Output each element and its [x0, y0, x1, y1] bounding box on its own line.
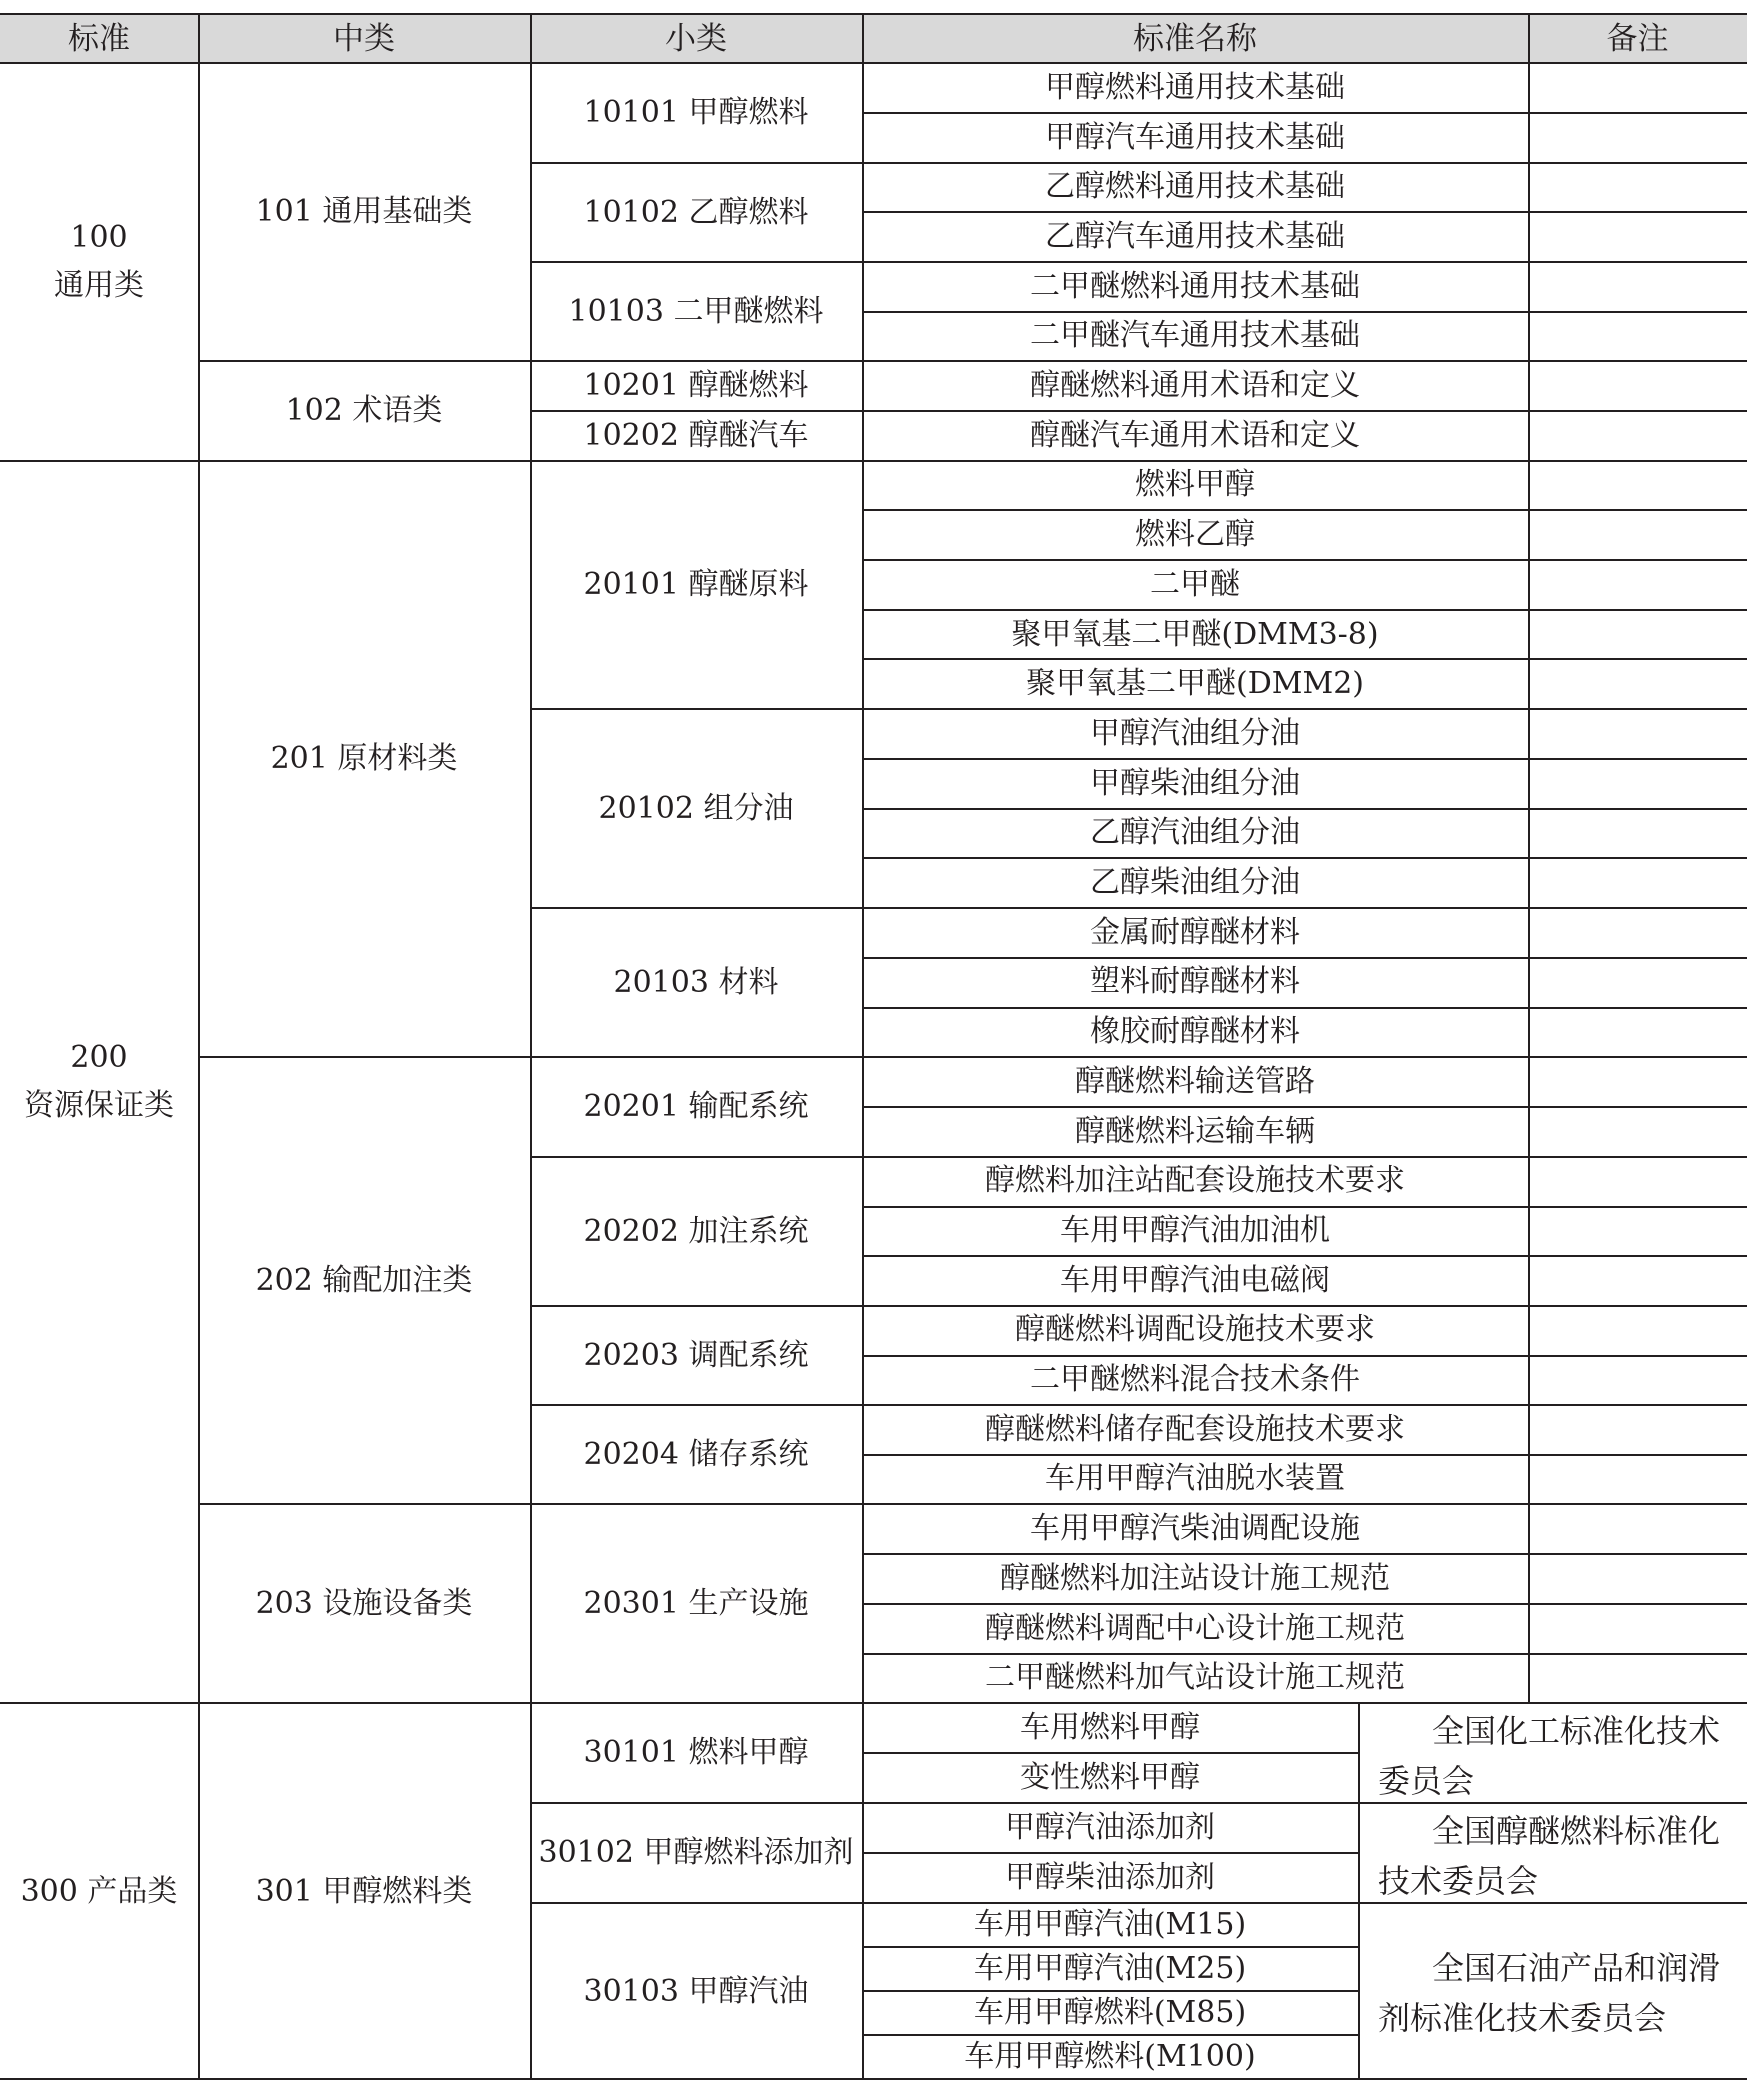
grid-line — [1528, 1106, 1747, 1108]
standard-name-cell: 车用甲醇汽油电磁阀 — [1060, 1262, 1330, 1298]
grid-line — [1528, 509, 1747, 511]
grid-line — [1528, 1553, 1747, 1555]
mid-category-102: 102 术语类 — [285, 393, 443, 428]
grid-line — [1528, 658, 1747, 660]
top-category-100-code: 100 — [70, 220, 128, 255]
standard-name-cell: 聚甲氧基二甲醚(DMM3-8) — [1011, 616, 1379, 652]
standard-name-cell: 醇醚燃料运输车辆 — [1075, 1113, 1315, 1149]
grid-line — [1528, 1007, 1747, 1009]
sub-category-20201: 20201 输配系统 — [583, 1089, 809, 1124]
standard-name-cell: 车用甲醇汽油(M15) — [973, 1907, 1247, 1942]
remark-petroleum-committee-line1: 全国石油产品和润滑 — [1432, 1949, 1721, 1987]
grid-line — [1528, 609, 1747, 611]
standard-name-cell: 醇醚燃料加注站设计施工规范 — [1000, 1560, 1390, 1596]
grid-line — [1528, 957, 1747, 959]
header-mid-category: 中类 — [333, 20, 395, 57]
standard-name-cell: 车用甲醇汽油加油机 — [1060, 1212, 1330, 1248]
mid-category-203: 203 设施设备类 — [255, 1585, 473, 1621]
standard-name-cell: 醇醚燃料调配设施技术要求 — [1015, 1312, 1375, 1348]
grid-line — [1528, 1255, 1747, 1257]
remark-alcohol-ether-committee-line1: 全国醇醚燃料标准化 — [1432, 1812, 1721, 1850]
grid-line — [1528, 211, 1747, 213]
standard-name-cell: 甲醇柴油添加剂 — [1005, 1860, 1215, 1895]
top-category-300: 300 产品类 — [20, 1873, 178, 1909]
sub-category-10201: 10201 醇醚燃料 — [583, 368, 809, 403]
sub-category-20203: 20203 调配系统 — [583, 1337, 809, 1373]
standard-name-cell: 车用甲醇燃料(M85) — [973, 1995, 1247, 2030]
standard-name-cell: 金属耐醇醚材料 — [1090, 914, 1300, 950]
sub-category-10101: 10101 甲醇燃料 — [583, 95, 809, 130]
standard-name-cell: 乙醇柴油组分油 — [1090, 865, 1300, 901]
grid-line — [1528, 1355, 1747, 1357]
remark-petroleum-committee-line2: 剂标准化技术委员会 — [1378, 1999, 1667, 2037]
standard-name-cell: 橡胶耐醇醚材料 — [1090, 1014, 1300, 1050]
sub-category-10103: 10103 二甲醚燃料 — [568, 293, 824, 329]
standard-name-cell: 甲醇柴油组分油 — [1090, 765, 1300, 801]
header-standard-name: 标准名称 — [1133, 20, 1257, 57]
grid-line — [1528, 1454, 1747, 1456]
grid-line — [1528, 758, 1747, 760]
standard-name-cell: 车用甲醇汽油脱水装置 — [1045, 1461, 1345, 1497]
standard-name-cell: 二甲醚 — [1150, 566, 1240, 602]
sub-category-20202: 20202 加注系统 — [583, 1213, 809, 1249]
standard-name-cell: 二甲醚燃料混合技术条件 — [1030, 1362, 1360, 1398]
sub-category-10202: 10202 醇醚汽车 — [583, 418, 809, 453]
top-category-200-code: 200 — [70, 1040, 128, 1075]
standard-name-cell: 二甲醚燃料加气站设计施工规范 — [985, 1660, 1405, 1696]
mid-category-201: 201 原材料类 — [270, 741, 458, 776]
standard-name-cell: 车用甲醇燃料(M100) — [964, 2039, 1256, 2074]
grid-line — [1528, 62, 1530, 1702]
standard-name-cell: 燃料甲醇 — [1135, 467, 1255, 503]
sub-category-20204: 20204 储存系统 — [583, 1436, 809, 1472]
grid-line — [1528, 1653, 1747, 1655]
mid-category-101: 101 通用基础类 — [255, 194, 473, 229]
mid-category-301: 301 甲醇燃料类 — [255, 1873, 473, 1909]
grid-line — [1528, 559, 1747, 561]
mid-category-202: 202 输配加注类 — [255, 1262, 473, 1298]
remark-chemical-committee-line2: 委员会 — [1378, 1762, 1475, 1800]
grid-line — [1528, 1206, 1747, 1208]
grid-line — [1528, 112, 1747, 114]
standard-name-cell: 车用燃料甲醇 — [1020, 1710, 1200, 1745]
standard-name-cell: 变性燃料甲醇 — [1020, 1760, 1200, 1795]
sub-category-10102: 10102 乙醇燃料 — [583, 194, 809, 230]
grid-line — [1528, 857, 1747, 859]
grid-line — [1528, 808, 1747, 810]
standard-name-cell: 醇醚燃料储存配套设施技术要求 — [985, 1411, 1405, 1447]
standard-name-cell: 乙醇燃料通用技术基础 — [1045, 169, 1345, 205]
standard-name-cell: 甲醇燃料通用技术基础 — [1045, 69, 1345, 105]
standard-name-cell: 塑料耐醇醚材料 — [1090, 964, 1300, 1000]
sub-category-20102: 20102 组分油 — [598, 790, 794, 826]
remark-chemical-committee — [1358, 1703, 1747, 1803]
top-category-100-name: 通用类 — [54, 268, 144, 303]
header-sub-category: 小类 — [665, 20, 727, 57]
standard-name-cell: 车用甲醇汽油(M25) — [973, 1951, 1247, 1986]
standard-name-cell: 甲醇汽车通用技术基础 — [1045, 119, 1345, 155]
top-category-100 — [0, 63, 198, 461]
standard-name-cell: 燃料乙醇 — [1135, 517, 1255, 553]
remark-alcohol-ether-committee — [1358, 1803, 1747, 1903]
remark-chemical-committee-line1: 全国化工标准化技术 — [1432, 1712, 1721, 1750]
standard-name-cell: 车用甲醇汽柴油调配设施 — [1030, 1511, 1360, 1547]
sub-category-30102: 30102 甲醇燃料添加剂 — [538, 1835, 854, 1870]
remark-alcohol-ether-committee-line2: 技术委员会 — [1378, 1862, 1539, 1900]
standard-name-cell: 醇醚燃料输送管路 — [1075, 1063, 1315, 1099]
sub-category-30101: 30101 燃料甲醇 — [583, 1735, 809, 1770]
grid-line — [1528, 311, 1747, 313]
sub-category-20301: 20301 生产设施 — [583, 1585, 809, 1621]
standard-name-cell: 乙醇汽油组分油 — [1090, 815, 1300, 851]
grid-line — [1528, 1603, 1747, 1605]
top-category-200-name: 资源保证类 — [24, 1088, 174, 1123]
sub-category-20103: 20103 材料 — [613, 964, 779, 1000]
standard-name-cell: 二甲醚燃料通用技术基础 — [1030, 268, 1360, 304]
standard-name-cell: 醇醚汽车通用术语和定义 — [1030, 417, 1360, 453]
standard-name-cell: 乙醇汽车通用技术基础 — [1045, 218, 1345, 254]
standard-name-cell: 甲醇汽油添加剂 — [1005, 1810, 1215, 1845]
standard-name-cell: 醇醚燃料调配中心设计施工规范 — [985, 1610, 1405, 1646]
standard-name-cell: 醇醚燃料通用术语和定义 — [1030, 368, 1360, 404]
remark-petroleum-committee — [1358, 1903, 1747, 2080]
top-category-200 — [0, 461, 198, 1703]
standard-name-cell: 甲醇汽油组分油 — [1090, 715, 1300, 751]
header-remarks: 备注 — [1606, 20, 1669, 57]
standard-name-cell: 醇燃料加注站配套设施技术要求 — [985, 1163, 1405, 1199]
standard-name-cell: 聚甲氧基二甲醚(DMM2) — [1026, 666, 1364, 702]
sub-category-30103: 30103 甲醇汽油 — [583, 1973, 809, 2009]
sub-category-20101: 20101 醇醚原料 — [583, 567, 809, 602]
header-standard: 标准 — [68, 20, 130, 57]
standard-name-cell: 二甲醚汽车通用技术基础 — [1030, 318, 1360, 354]
